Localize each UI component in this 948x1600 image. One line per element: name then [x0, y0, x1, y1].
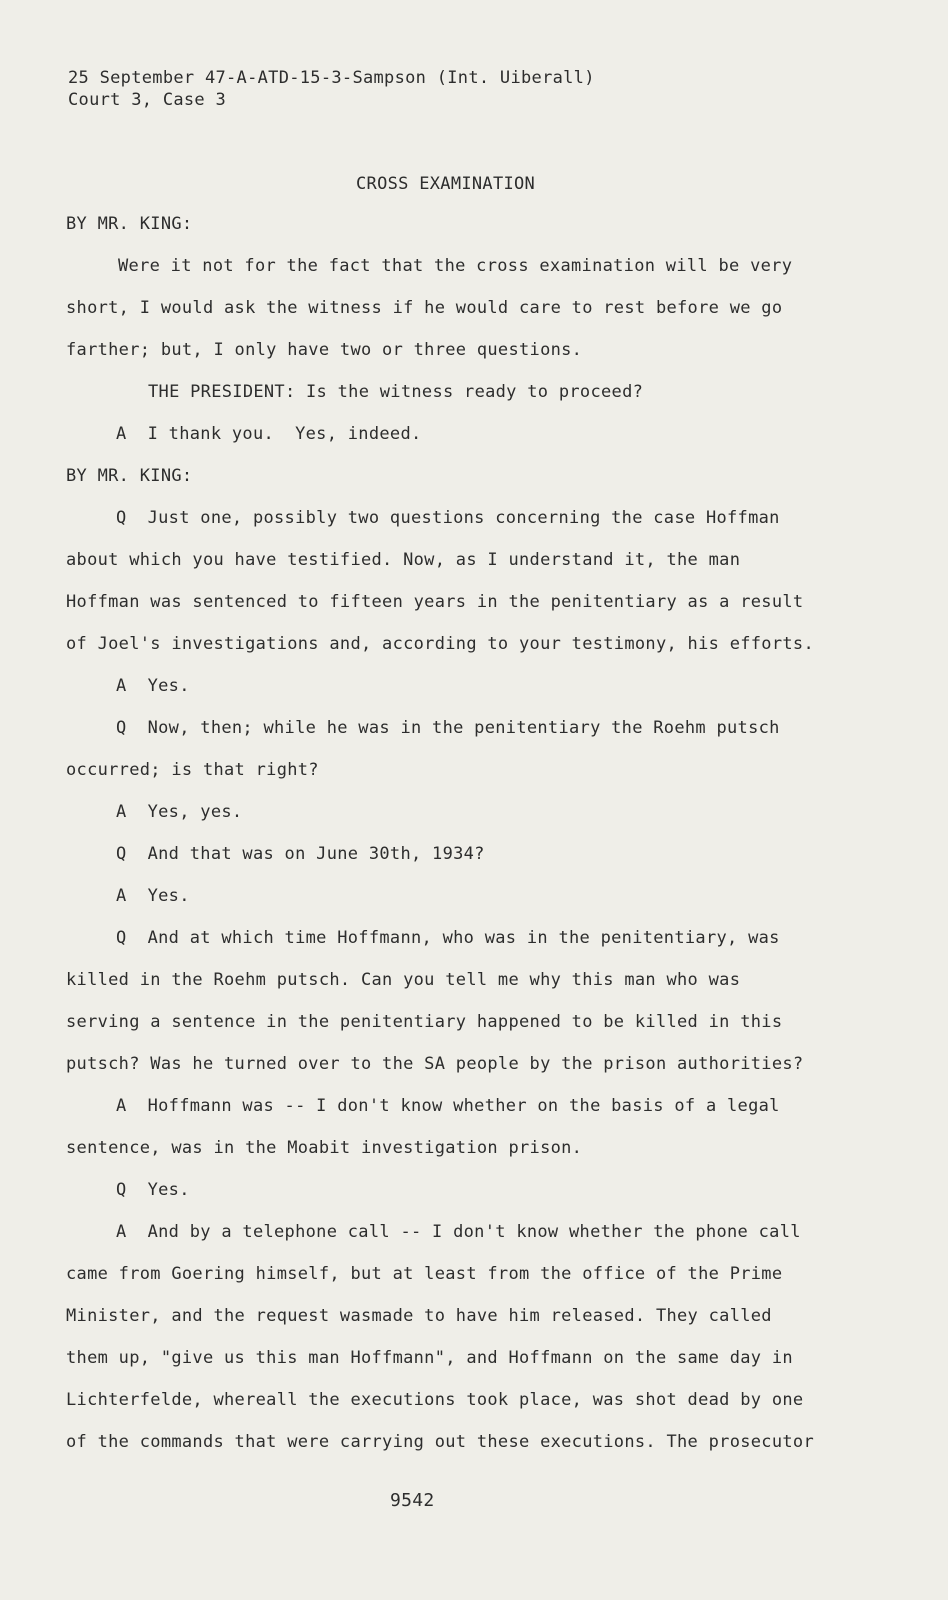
text-line: putsch? Was he turned over to the SA people by the prison authorities? [66, 1054, 804, 1074]
text-line: farther; but, I only have two or three questions. [66, 340, 583, 360]
examiner-label: BY MR. KING: [66, 466, 193, 486]
text-line: occurred; is that right? [66, 760, 319, 780]
text-line: sentence, was in the Moabit investigation prison. [66, 1138, 583, 1158]
text-line: short, I would ask the witness if he would care to rest before we go [66, 298, 783, 318]
question-line: Q Now, then; while he was in the penitentiary the Roehm putsch [116, 718, 780, 738]
question-line: Q And at which time Hoffmann, who was in the penitentiary, was [116, 928, 780, 948]
answer-line: A Yes. [116, 886, 190, 906]
text-line: Minister, and the request wasmade to have him released. They called [66, 1306, 772, 1326]
examiner-label: BY MR. KING: [66, 214, 193, 234]
answer-line: A Yes. [116, 676, 190, 696]
answer-line: A Yes, yes. [116, 802, 243, 822]
page-number: 9542 [390, 1490, 435, 1511]
question-line: Q And that was on June 30th, 1934? [116, 844, 485, 864]
text-line: THE PRESIDENT: Is the witness ready to proceed? [148, 382, 644, 402]
answer-line: A I thank you. Yes, indeed. [116, 424, 422, 444]
text-line: about which you have testified. Now, as I understand it, the man [66, 550, 741, 570]
answer-line: A And by a telephone call -- I don't know whether the phone call [116, 1222, 801, 1242]
question-line: Q Just one, possibly two questions concerning the case Hoffman [116, 508, 780, 528]
header-line-1: 25 September 47-A-ATD-15-3-Sampson (Int. Uiberall) [68, 68, 595, 88]
text-line: Were it not for the fact that the cross examination will be very [118, 256, 793, 276]
text-line: came from Goering himself, but at least from the office of the Prime [66, 1264, 783, 1284]
text-line: serving a sentence in the penitentiary happened to be killed in this [66, 1012, 783, 1032]
header-line-2: Court 3, Case 3 [68, 90, 227, 110]
section-heading: CROSS EXAMINATION [356, 174, 536, 194]
text-line: killed in the Roehm putsch. Can you tell me why this man who was [66, 970, 741, 990]
question-line: Q Yes. [116, 1180, 190, 1200]
text-line: Lichterfelde, whereall the executions took place, was shot dead by one [66, 1390, 804, 1410]
text-line: them up, "give us this man Hoffmann", and Hoffmann on the same day in [66, 1348, 793, 1368]
answer-line: A Hoffmann was -- I don't know whether on the basis of a legal [116, 1096, 780, 1116]
text-line: of Joel's investigations and, according to your testimony, his efforts. [66, 634, 814, 654]
text-line: of the commands that were carrying out these executions. The prosecutor [66, 1432, 814, 1452]
text-line: Hoffman was sentenced to fifteen years in the penitentiary as a result [66, 592, 804, 612]
